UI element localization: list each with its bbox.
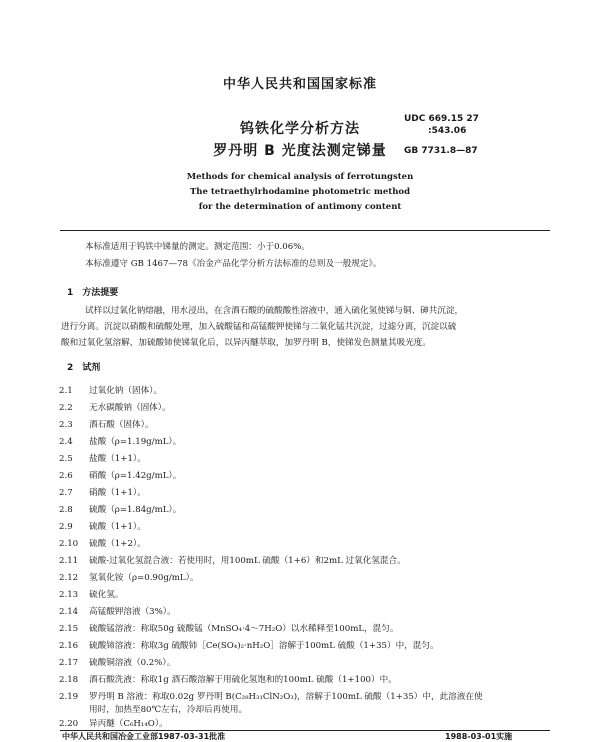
section1-body-line2: 进行分离。沉淀以硝酸和硫酸处理，加入硫酸锰和高锰酸钾使锑与二氧化锰共沉淀，过滤分离，沉淀以硫 bbox=[61, 322, 457, 332]
reagent-item bbox=[59, 554, 406, 566]
reagent-text: 过氧化钠（固体）。 bbox=[89, 386, 163, 396]
reagent-item bbox=[59, 418, 153, 430]
reagent-text: 硫酸（1+2）。 bbox=[89, 539, 146, 549]
reagent-item bbox=[59, 605, 176, 617]
reagent-text: 酒石酸洗液：称取1g 酒石酸溶解于用硫化氢饱和的100mL 硫酸（1+100）中。 bbox=[89, 675, 397, 685]
reagent-number: 2.7 bbox=[59, 488, 73, 498]
reagent-item bbox=[59, 717, 168, 729]
english-title-line3: for the determination of antimony content bbox=[198, 202, 402, 212]
reagent-text: 盐酸（ρ=1.19g/mL）。 bbox=[89, 437, 182, 447]
reagent-number: 2.6 bbox=[59, 471, 73, 481]
reagent-text: 硫酸铜溶液（0.2%）。 bbox=[89, 658, 176, 668]
reagent-number: 2.17 bbox=[59, 658, 79, 668]
reagent-item bbox=[59, 486, 146, 498]
scope-statement: 本标准适用于钨铁中锑量的测定。测定范围：小于0.06%。 bbox=[85, 242, 310, 252]
reagent-text: 用时，加热至80℃左右，冷却后再使用。 bbox=[89, 705, 248, 715]
english-title-line1: Methods for chemical analysis of ferrotungsten bbox=[186, 172, 414, 182]
reagent-text: 异丙醚（C₆H₁₄O）。 bbox=[89, 719, 168, 729]
reagent-number: 2.19 bbox=[59, 692, 79, 702]
header-divider bbox=[60, 230, 550, 231]
reagent-number: 2.9 bbox=[59, 522, 73, 532]
document-title-line2: 罗丹明 B 光度法测定锑量 bbox=[213, 143, 387, 159]
reagent-item bbox=[59, 622, 398, 634]
reagent-item bbox=[59, 384, 162, 396]
reagent-number: 2.18 bbox=[59, 675, 79, 685]
reagent-number: 2.11 bbox=[59, 556, 79, 566]
reagent-number: 2.15 bbox=[59, 624, 79, 634]
reagent-text: 高锰酸钾溶液（3%）。 bbox=[89, 607, 176, 617]
reagent-number: 2.20 bbox=[59, 719, 79, 729]
document-title-line1: 钨铁化学分析方法 bbox=[240, 121, 360, 137]
reagent-item bbox=[59, 537, 146, 549]
reagent-text: 无水碳酸钠（固体）。 bbox=[89, 403, 171, 413]
reagent-text: 硫酸（ρ=1.84g/mL）。 bbox=[89, 505, 182, 515]
reagent-number: 2.1 bbox=[59, 386, 73, 396]
reagent-text: 氢氧化铵（ρ=0.90g/mL）。 bbox=[89, 573, 199, 583]
udc-code-line1: UDC 669.15 27 bbox=[404, 114, 479, 124]
reagent-number: 2.5 bbox=[59, 454, 73, 464]
reagent-item-continuation bbox=[59, 703, 247, 715]
standard-title: 中华人民共和国国家标准 bbox=[222, 77, 377, 92]
english-title-line2: The tetraethylrhodamine photometric method bbox=[189, 187, 411, 197]
gb-number: GB 7731.8—87 bbox=[404, 146, 478, 156]
reagent-item bbox=[59, 452, 146, 464]
reagent-item bbox=[59, 520, 146, 532]
reagent-number: 2.8 bbox=[59, 505, 73, 515]
reagent-item bbox=[59, 656, 175, 668]
reagent-text: 硫酸锰溶液：称取50g 硫酸锰（MnSO₄·4～7H₂O）以水稀释至100mL，混匀。 bbox=[89, 624, 399, 634]
reagent-item bbox=[59, 503, 181, 515]
reagent-number: 2.12 bbox=[59, 573, 79, 583]
reagent-number: 2.13 bbox=[59, 590, 79, 600]
section1-heading: 1 方法提要 bbox=[67, 288, 119, 298]
reagent-number: 2.10 bbox=[59, 539, 79, 549]
reagent-text: 硫化氢。 bbox=[89, 590, 124, 600]
reagent-text: 硝酸（ρ=1.42g/mL）。 bbox=[89, 471, 182, 481]
reagent-text: 酒石酸（固体）。 bbox=[89, 420, 154, 430]
reagent-number: 2.16 bbox=[59, 641, 79, 651]
reagent-text: 罗丹明 B 溶液：称取0.02g 罗丹明 B(C₂₈H₃₁ClN₂O₃)，溶解于100mL 硫酸（1+35）中，此溶液在使 bbox=[89, 692, 483, 702]
reagent-item bbox=[59, 673, 397, 685]
reagent-item bbox=[59, 401, 171, 413]
reagent-text: 盐酸（1+1）。 bbox=[89, 454, 146, 464]
reference-statement: 本标准遵守 GB 1467—78《冶金产品化学分析方法标准的总则及一般规定》。 bbox=[85, 259, 382, 269]
reagent-item bbox=[59, 469, 181, 481]
reagent-text: 硫酸（1+1）。 bbox=[89, 522, 146, 532]
approval-note: 中华人民共和国冶金工业部1987-03-31批准 bbox=[62, 732, 226, 741]
reagent-number: 2.2 bbox=[59, 403, 73, 413]
reagent-item bbox=[59, 639, 439, 651]
reagent-text: 硝酸（1+1）。 bbox=[89, 488, 146, 498]
reagent-item bbox=[59, 690, 483, 702]
section1-body-line3: 酸和过氧化氢溶解，加硫酸铈使锑氧化后，以异丙醚萃取，加罗丹明 B，使锑发色测量其吸光度。 bbox=[61, 338, 431, 348]
implementation-date: 1988-03-01实施 bbox=[445, 732, 513, 741]
reagent-item bbox=[59, 435, 181, 447]
reagent-item bbox=[59, 588, 123, 600]
reagent-text: 硫酸-过氧化氢混合液：若使用时，用100mL 硫酸（1+6）和2mL 过氧化氢混合。 bbox=[89, 556, 406, 566]
reagent-item bbox=[59, 571, 199, 583]
reagent-text: 硫酸铈溶液：称取3g 硫酸铈［Ce(SO₄)₂·nH₂O］溶解于100mL 硫酸（1+35）中，混匀。 bbox=[89, 641, 439, 651]
reagent-number: 2.3 bbox=[59, 420, 73, 430]
reagent-number: 2.4 bbox=[59, 437, 73, 447]
udc-code-line2: :543.06 bbox=[428, 126, 467, 136]
section2-heading: 2 试剂 bbox=[67, 363, 101, 373]
section1-body-line1: 试样以过氧化钠熔融，用水浸出，在含酒石酸的硫酸酸性溶液中，通入硫化氢使锑与铜、砷共沉淀， bbox=[85, 306, 464, 316]
reagent-number: 2.14 bbox=[59, 607, 79, 617]
